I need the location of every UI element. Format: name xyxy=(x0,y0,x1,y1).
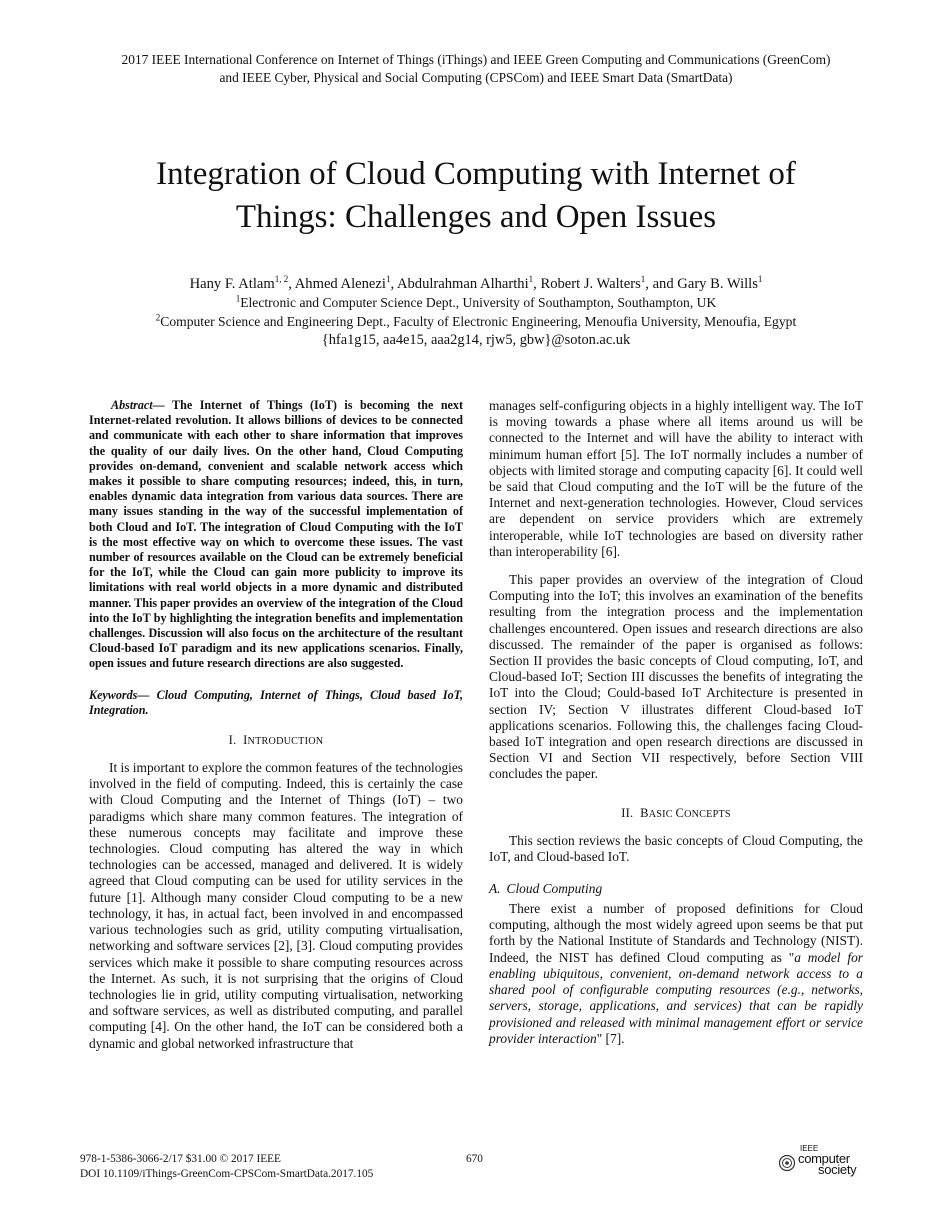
author-name: Robert J. Walters xyxy=(540,276,641,292)
logo-computer-text: computer xyxy=(798,1151,850,1166)
author-name: Hany F. Atlam xyxy=(189,276,275,292)
paper-title-line-2: Things: Challenges and Open Issues xyxy=(235,199,717,235)
page-number: 670 xyxy=(466,1153,483,1165)
affiliation-1 xyxy=(40,294,912,311)
author-separator: , and xyxy=(645,276,678,292)
intro-paragraph-2: This paper provides an overview of the integration of Cloud Computing into the IoT; this involves an examination of the benefits resulting from the integration process and the implementation challenges encountered. Open issues and research directions are also discussed. The remainder of the paper is organised as follows: Section II provides the basic concepts of Cloud computing, IoT, and Cloud-based IoT; Section III discusses the benefits of integrating the IoT into the Cloud; Could-based IoT Architecture is presented in section IV; Section V illustrates different Cloud-based IoT applications scenarios. Following this, the challenges facing Cloud-based IoT integration and open research directions are discussed in Section VI and Section VII respectively, before Section VIII concludes the paper. xyxy=(489,572,863,782)
section-number: I. xyxy=(228,733,237,748)
ieee-computer-society-icon xyxy=(778,1154,796,1172)
section-title-rest: ASIC xyxy=(648,808,676,820)
keywords: Keywords— Cloud Computing, Internet of Things, Cloud based IoT, Integration. xyxy=(89,687,463,717)
nist-definition-quote: a model for enabling ubiquitous, convenient, on-demand network access to a shared pool of configurable computing resources (e.g., networks, servers, storage, applications, and services) that can be rapidly provisioned and released with minimal management effort or service provider interaction xyxy=(489,949,863,1046)
logo-society-text: society xyxy=(818,1162,857,1177)
left-column xyxy=(89,398,463,1052)
author-affil-sup: 1 xyxy=(528,274,534,285)
section-title-rest-2: ONCEPTS xyxy=(684,808,731,820)
author-affil-sup: 1 xyxy=(640,274,646,285)
intro-paragraph-1-continued: manages self-configuring objects in a highly intelligent way. The IoT is moving towards a phase where all items around us will be connected to the Internet and will have the ability to interact with minimum human effort [5]. The IoT normally includes a number of objects with limited storage and computing capacity [6]. It could well be said that Cloud computing and the IoT will be the future of the Internet and next-generation technologies. However, Cloud services are dependent on service providers which are extremely interoperable, while IoT technologies are based on diversity rather than interoperability [6]. xyxy=(489,398,863,559)
abstract xyxy=(89,398,463,672)
author-emails: {hfa1g15, aa4e15, aaa2g14, rjw5, gbw}@soton.ac.uk xyxy=(321,332,631,348)
author-name: Ahmed Alenezi xyxy=(294,276,386,292)
subsection-number: A. xyxy=(489,881,501,897)
paper-title-line-1: Integration of Cloud Computing with Internet of xyxy=(156,156,796,192)
footer-publication-info xyxy=(80,1152,373,1182)
affiliation-sup: 2 xyxy=(155,312,161,323)
computer-society-logo xyxy=(778,1146,868,1178)
conference-line-1: 2017 IEEE International Conference on Internet of Things (iThings) and IEEE Green Computing and Communications (GreenCom) xyxy=(121,52,831,67)
paper-title xyxy=(60,153,892,239)
subsection-title: Cloud Computing xyxy=(506,881,603,897)
author-name: Abdulrahman Alharthi xyxy=(396,276,529,292)
abstract-lead: Abstract— xyxy=(111,398,165,412)
section-heading-basic-concepts xyxy=(489,805,863,823)
affiliation-text: Electronic and Computer Science Dept., University of Southampton, Southampton, UK xyxy=(240,295,717,310)
section-number: II. xyxy=(621,805,634,820)
author-affil-sup: 1 xyxy=(757,274,763,285)
author-affil-sup: 1 xyxy=(385,274,391,285)
affiliation-text: Computer Science and Engineering Dept., Faculty of Electronic Engineering, Menoufia University, Menoufia, Egypt xyxy=(160,314,797,329)
section-title-initial: B xyxy=(640,805,649,820)
author-separator: , xyxy=(390,276,397,292)
affiliation-2 xyxy=(40,313,912,330)
right-column xyxy=(489,398,863,1047)
logo-ieee-text: IEEE xyxy=(800,1144,819,1153)
subsection-heading-cloud-computing xyxy=(489,881,863,897)
conference-header xyxy=(40,51,912,87)
author-name: Gary B. Wills xyxy=(677,276,758,292)
author-list xyxy=(40,275,912,293)
cloud-paragraph-start: There exist a number of proposed definitions for Cloud computing, although the most widely agreed upon seems be that put forth by the National Institute of Standards and Technology (NIST). Indeed, the NIST has defined Cloud computing as " xyxy=(489,901,863,965)
section-title-initial: I xyxy=(243,733,248,748)
footer-isbn: 978-1-5386-3066-2/17 $31.00 © 2017 IEEE xyxy=(80,1153,281,1165)
author-affil-sup: 1, 2 xyxy=(274,274,289,285)
section-title-initial-2: C xyxy=(675,805,685,820)
basic-concepts-paragraph: This section reviews the basic concepts of Cloud Computing, the IoT, and Cloud-based IoT. xyxy=(489,832,863,864)
intro-paragraph-1: It is important to explore the common features of the technologies involved in the field of computing. Indeed, this is certainly the case with Cloud Computing and the Internet of Things (IoT) – two paradigms which share many common features. The integration of these numerous concepts may facilitate and improve these technologies. Cloud computing has altered the way in which technologies can be accessed, managed and delivered. It is widely agreed that Cloud computing can be used for utility services in the future [1]. Although many consider Cloud computing to be a new technology, it has, in actual fact, been involved in and encompassed various technologies such as grid, utility computing virtualisation, networking and software services [2], [3]. Cloud computing provides services which make it possible to share computing resources across the Internet. As such, it is not surprising that the origins of Cloud technologies lie in grid, utility computing virtualisation, networking and software services, as well as distributed computing, and parallel computing [4]. On the other hand, the IoT can be considered both a dynamic and global networked infrastructure that xyxy=(89,760,464,1051)
cloud-computing-paragraph xyxy=(489,901,863,1047)
footer-doi: DOI 10.1109/iThings-GreenCom-CPSCom-SmartData.2017.105 xyxy=(80,1168,374,1180)
author-separator: , xyxy=(533,276,541,292)
section-title-rest: NTRODUCTION xyxy=(247,736,324,748)
author-separator: , xyxy=(288,276,295,292)
conference-line-2: and IEEE Cyber, Physical and Social Computing (CPSCom) and IEEE Smart Data (SmartData) xyxy=(219,70,733,85)
section-heading-introduction xyxy=(89,732,463,750)
abstract-text: The Internet of Things (IoT) is becoming the next Internet-related revolution. It allows billions of devices to be connected and communicate with each other to share information that improves the quality of our daily lives. On the other hand, Cloud Computing provides on-demand, convenient and scalable network access which makes it possible to share computing resources; indeed, this, in turn, enables dynamic data integration from various data sources. There are many issues standing in the way of the successful implementation of both Cloud and IoT. The integration of Cloud Computing with the IoT is the most effective way on which to overcome these issues. The vast number of resources available on the Cloud can be extremely beneficial for the IoT, while the Cloud can gain more publicity to improve its limitations with real world objects in a more dynamic and distributed manner. This paper provides an overview of the integration of the Cloud into the IoT by highlighting the integration benefits and implementation challenges. Discussion will also focus on the architecture of the resultant Cloud-based IoT paradigm and its new applications scenarios. Finally, open issues and future research directions are also suggested. xyxy=(89,398,463,671)
affiliation-sup: 1 xyxy=(235,293,241,304)
cloud-paragraph-end: " [7]. xyxy=(596,1030,625,1046)
